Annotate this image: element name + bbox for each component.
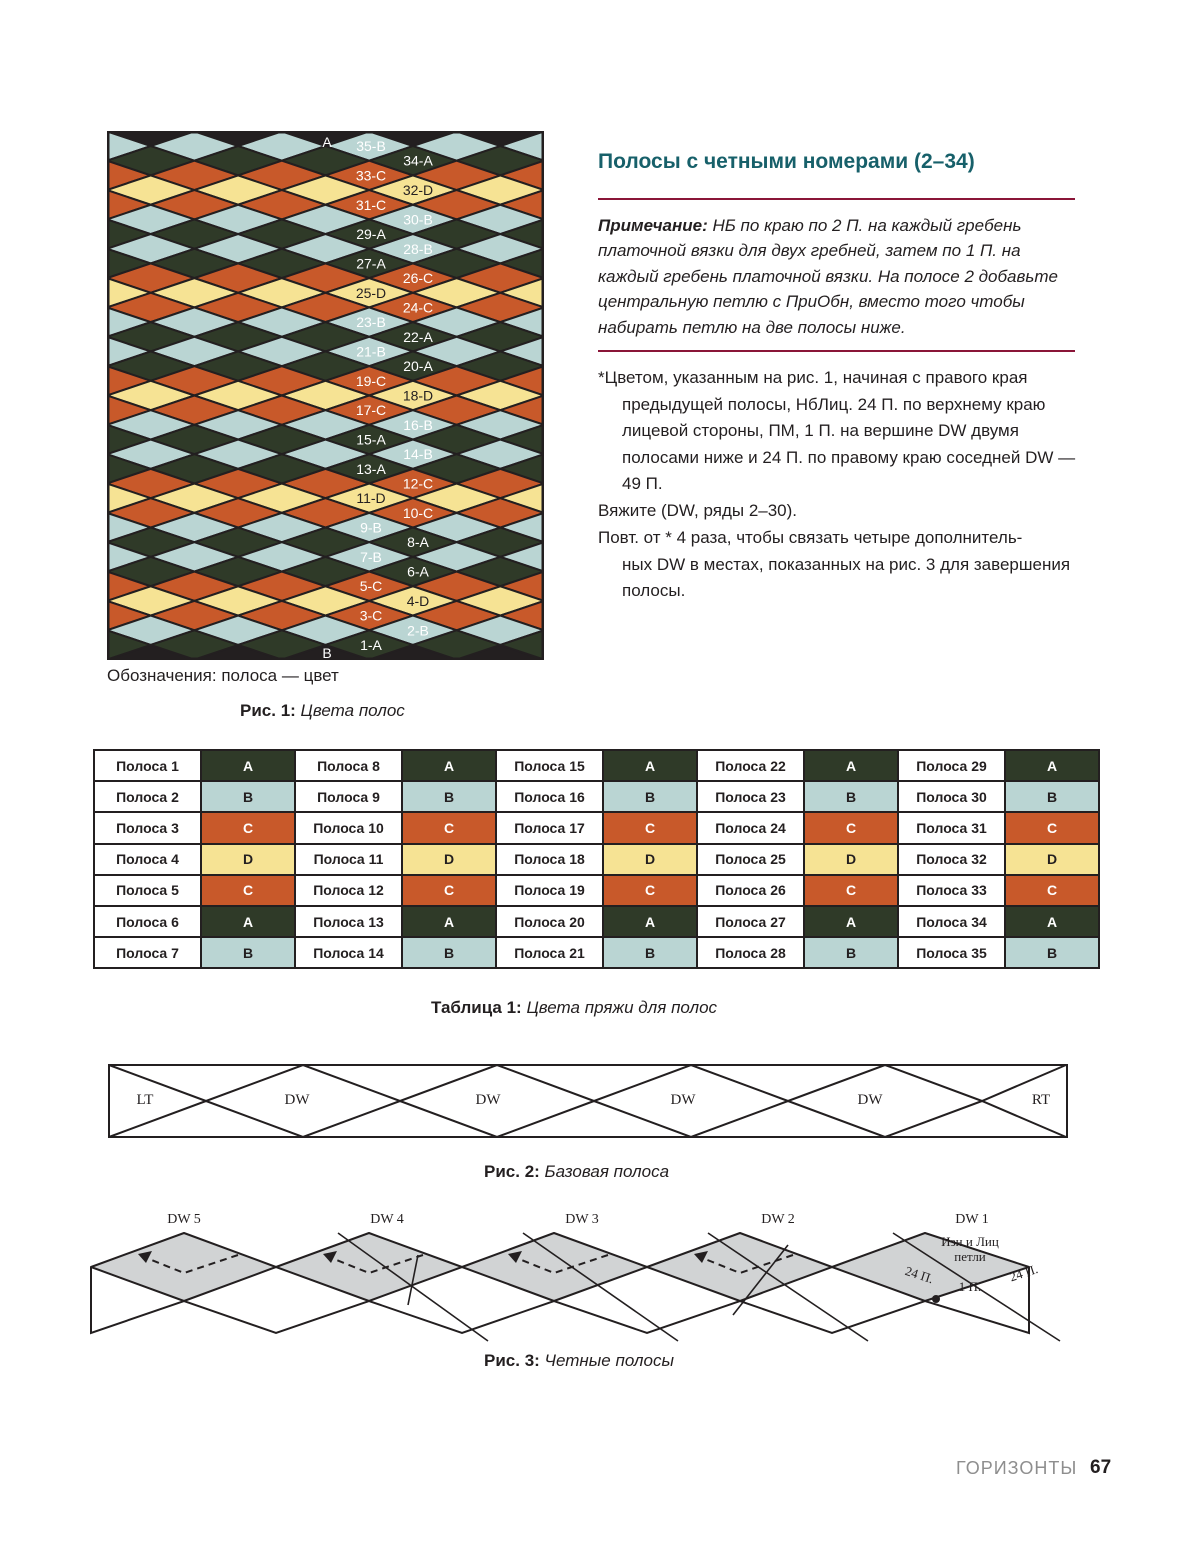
color-swatch-cell: A [1005,906,1099,937]
fig3-caption-title: Четные полосы [544,1351,674,1370]
dw1-diamond [832,1233,1029,1301]
stripe-name-cell: Полоса 33 [898,875,1005,906]
fig3-annot-stitches-1: Изн и Лиц [941,1234,999,1249]
even-stripes-diagram [88,1205,1068,1345]
table-row [94,750,1099,781]
stripe-label-35-B: 35-B [356,138,386,155]
fig3-annot-left: 24 П. [903,1263,936,1287]
stripe-label-23-B: 23-B [356,314,386,331]
stripe-label-22-A: 22-A [403,328,433,345]
stripe-name-cell: Полоса 4 [94,844,201,875]
stripe-name-cell: Полоса 3 [94,812,201,843]
color-swatch-cell: B [402,781,496,812]
stripe-name-cell: Полоса 15 [496,750,603,781]
color-swatch-cell: C [201,812,295,843]
fig2-label-lt: LT [136,1092,154,1108]
table-row [94,844,1099,875]
stripe-name-cell: Полоса 27 [697,906,804,937]
instruction-step-2: Вяжите (DW, ряды 2–30). [598,501,798,520]
table-row [94,937,1099,968]
table-caption [431,998,717,1018]
top-stripe-marker: A [322,134,332,150]
color-swatch-cell: B [1005,937,1099,968]
color-swatch-cell: B [804,937,898,968]
stripe-label-27-A: 27-A [356,255,386,272]
note-text: НБ по краю по 2 П. на каждый гребень платочной вязки для двух гребней, затем по 1 П. на каждый гребень платочной вязки. На полосе 2 добавьте центральную петлю с ПриОбн, вместо того чтобы набирать петлю на две полосы ниже. [598,216,1058,337]
stripe-name-cell: Полоса 30 [898,781,1005,812]
stripe-name-cell: Полоса 18 [496,844,603,875]
stripe-label-13-A: 13-A [356,460,386,477]
stripe-name-cell: Полоса 21 [496,937,603,968]
fig3-label-dw5: DW 5 [167,1212,201,1227]
stripe-name-cell: Полоса 14 [295,937,402,968]
fig3-label-dw3: DW 3 [565,1212,599,1227]
stripe-label-19-C: 19-C [355,372,387,389]
stripe-name-cell: Полоса 24 [697,812,804,843]
page-number: 67 [1090,1457,1112,1478]
fig3-annot-stitches-2: петли [954,1249,986,1264]
stripe-label-3-C: 3-C [359,607,383,624]
stripe-name-cell: Полоса 5 [94,875,201,906]
fig1-legend: Обозначения: полоса — цвет [107,666,339,685]
note [598,213,1078,340]
color-swatch-cell: D [804,844,898,875]
color-swatch-cell: B [201,781,295,812]
color-swatch-cell: B [603,781,697,812]
stripe-label-32-D: 32-D [402,182,434,199]
section-rule-bottom [598,350,1075,352]
stripe-label-11-D: 11-D [356,490,386,507]
stripe-name-cell: Полоса 20 [496,906,603,937]
color-swatch-cell: A [402,750,496,781]
color-swatch-cell: C [1005,875,1099,906]
stripe-name-cell: Полоса 31 [898,812,1005,843]
instruction-step-1-first: *Цветом, указанным на рис. 1, начиная с правого края [598,368,1028,387]
stripe-label-14-B: 14-B [403,446,433,463]
stripe-label-16-B: 16-B [403,416,433,433]
base-strip-diagram [108,1064,1068,1138]
instruction-step-3 [598,525,1088,605]
color-swatch-cell: B [402,937,496,968]
table-row [94,781,1099,812]
color-swatch-cell: D [402,844,496,875]
stripe-label-31-C: 31-C [355,196,387,213]
fig1-caption [240,701,405,721]
color-swatch-cell: A [603,906,697,937]
fig2-caption-label: Рис. 2: [484,1162,540,1181]
dw5-diamond [91,1233,276,1301]
table-row [94,812,1099,843]
color-swatch-cell: B [603,937,697,968]
color-swatch-cell: C [804,875,898,906]
stripe-name-cell: Полоса 19 [496,875,603,906]
base-strip-lower-zigzag [109,1101,1066,1137]
stripe-label-8-A: 8-A [407,534,429,551]
stripe-label-33-C: 33-C [355,167,387,184]
color-swatch-cell: B [804,781,898,812]
section-rule-top [598,198,1075,200]
color-swatch-cell: C [603,875,697,906]
base-strip-upper-zigzag [109,1065,1066,1101]
instruction-step-3-first: Повт. от * 4 раза, чтобы связать четыре дополнитель- [598,528,1023,547]
color-swatch-cell: A [1005,750,1099,781]
stripe-label-2-B: 2-B [407,622,429,639]
fig1-caption-label: Рис. 1: [240,701,296,720]
color-swatch-cell: A [804,906,898,937]
instruction-step-1 [598,365,1088,498]
section-title: Полосы с четными номерами (2–34) [598,150,975,173]
table-caption-title: Цвета пряжи для полос [526,998,718,1017]
color-swatch-cell: C [804,812,898,843]
stripe-label-20-A: 20-A [403,358,433,375]
fig3-caption [484,1351,674,1371]
color-swatch-cell: A [201,906,295,937]
stripe-name-cell: Полоса 11 [295,844,402,875]
stripe-name-cell: Полоса 6 [94,906,201,937]
stripe-label-10-C: 10-C [402,504,434,521]
fig3-annot-right: 24 П. [1007,1261,1040,1285]
fig2-label-dw-1: DW [284,1092,310,1108]
stripe-name-cell: Полоса 1 [94,750,201,781]
stripe-name-cell: Полоса 9 [295,781,402,812]
stripe-name-cell: Полоса 22 [697,750,804,781]
stripe-label-9-B: 9-B [360,519,382,536]
color-swatch-cell: A [603,750,697,781]
color-swatch-cell: B [201,937,295,968]
stripe-label-4-D: 4-D [406,592,430,609]
instruction-step-3-rest: ных DW в местах, показанных на рис. 3 для завершения полосы. [622,554,1071,600]
stitch-dot-icon [932,1295,940,1303]
color-swatch-cell: C [1005,812,1099,843]
stripe-name-cell: Полоса 17 [496,812,603,843]
color-swatch-cell: C [603,812,697,843]
fig2-caption-title: Базовая полоса [544,1162,670,1181]
stripe-name-cell: Полоса 23 [697,781,804,812]
dw2-diamond [647,1233,832,1301]
fig3-label-dw4: DW 4 [370,1212,404,1227]
instruction-step-1-rest: предыдущей полосы, НбЛиц. 24 П. по верхнему краю лицевой стороны, ПМ, 1 П. на вершине DW двумя полосами ниже и 24 П. по правому краю соседней DW — 49 П. [622,394,1076,493]
color-swatch-cell: C [201,875,295,906]
stripe-label-29-A: 29-A [356,226,386,243]
stripe-label-24-C: 24-C [402,299,434,316]
stripe-label-18-D: 18-D [402,387,434,404]
dw4-diamond [276,1233,462,1301]
fig2-label-dw-2: DW [475,1092,501,1108]
stripe-name-cell: Полоса 13 [295,906,402,937]
table-row [94,875,1099,906]
fig3-label-dw2: DW 2 [761,1212,795,1227]
stripe-label-26-C: 26-C [402,270,434,287]
fig3-label-dw1: DW 1 [955,1212,989,1227]
stripe-name-cell: Полоса 12 [295,875,402,906]
fig2-label-dw-3: DW [670,1092,696,1108]
stripe-chart [107,131,544,660]
bottom-stripe-marker: B [322,645,332,660]
stripe-label-1-A: 1-A [360,636,382,653]
stripe-label-21-B: 21-B [356,343,386,360]
stripe-name-cell: Полоса 35 [898,937,1005,968]
color-swatch-cell: B [1005,781,1099,812]
color-swatch-cell: C [402,875,496,906]
color-swatch-cell: A [402,906,496,937]
stripe-name-cell: Полоса 28 [697,937,804,968]
stripe-label-6-A: 6-A [407,563,429,580]
base-strip-frame [109,1065,1067,1137]
fig1-caption-title: Цвета полос [300,701,405,720]
stripe-label-28-B: 28-B [403,240,433,257]
color-swatch-cell: D [201,844,295,875]
stripe-name-cell: Полоса 7 [94,937,201,968]
note-label: Примечание: [598,216,708,235]
yarn-color-table [93,749,1100,969]
fig2-caption [484,1162,669,1182]
color-swatch-cell: D [603,844,697,875]
stripe-name-cell: Полоса 16 [496,781,603,812]
color-swatch-cell: D [1005,844,1099,875]
stripe-name-cell: Полоса 32 [898,844,1005,875]
stripe-label-7-B: 7-B [360,548,382,565]
fig2-label-dw-4: DW [857,1092,883,1108]
stripe-label-25-D: 25-D [355,284,387,301]
fig2-label-rt: RT [1031,1092,1051,1108]
stripe-name-cell: Полоса 2 [94,781,201,812]
dw3-diamond [462,1233,647,1301]
footer-section-title: ГОРИЗОНТЫ [956,1458,1078,1478]
stripe-label-15-A: 15-A [356,431,386,448]
stripe-label-5-C: 5-C [359,578,383,595]
color-swatch-cell: A [804,750,898,781]
stripe-label-34-A: 34-A [403,152,433,169]
fig3-caption-label: Рис. 3: [484,1351,540,1370]
stripe-name-cell: Полоса 26 [697,875,804,906]
table-caption-label: Таблица 1: [431,998,522,1017]
stripe-label-17-C: 17-C [355,402,387,419]
stripe-name-cell: Полоса 8 [295,750,402,781]
stripe-label-30-B: 30-B [403,211,433,228]
color-swatch-cell: C [402,812,496,843]
table-row [94,906,1099,937]
fig3-annot-mid: 1 П. [958,1279,982,1294]
color-swatch-cell: A [201,750,295,781]
stripe-name-cell: Полоса 29 [898,750,1005,781]
stripe-name-cell: Полоса 34 [898,906,1005,937]
stripe-label-12-C: 12-C [402,475,434,492]
stripe-name-cell: Полоса 25 [697,844,804,875]
stripe-name-cell: Полоса 10 [295,812,402,843]
